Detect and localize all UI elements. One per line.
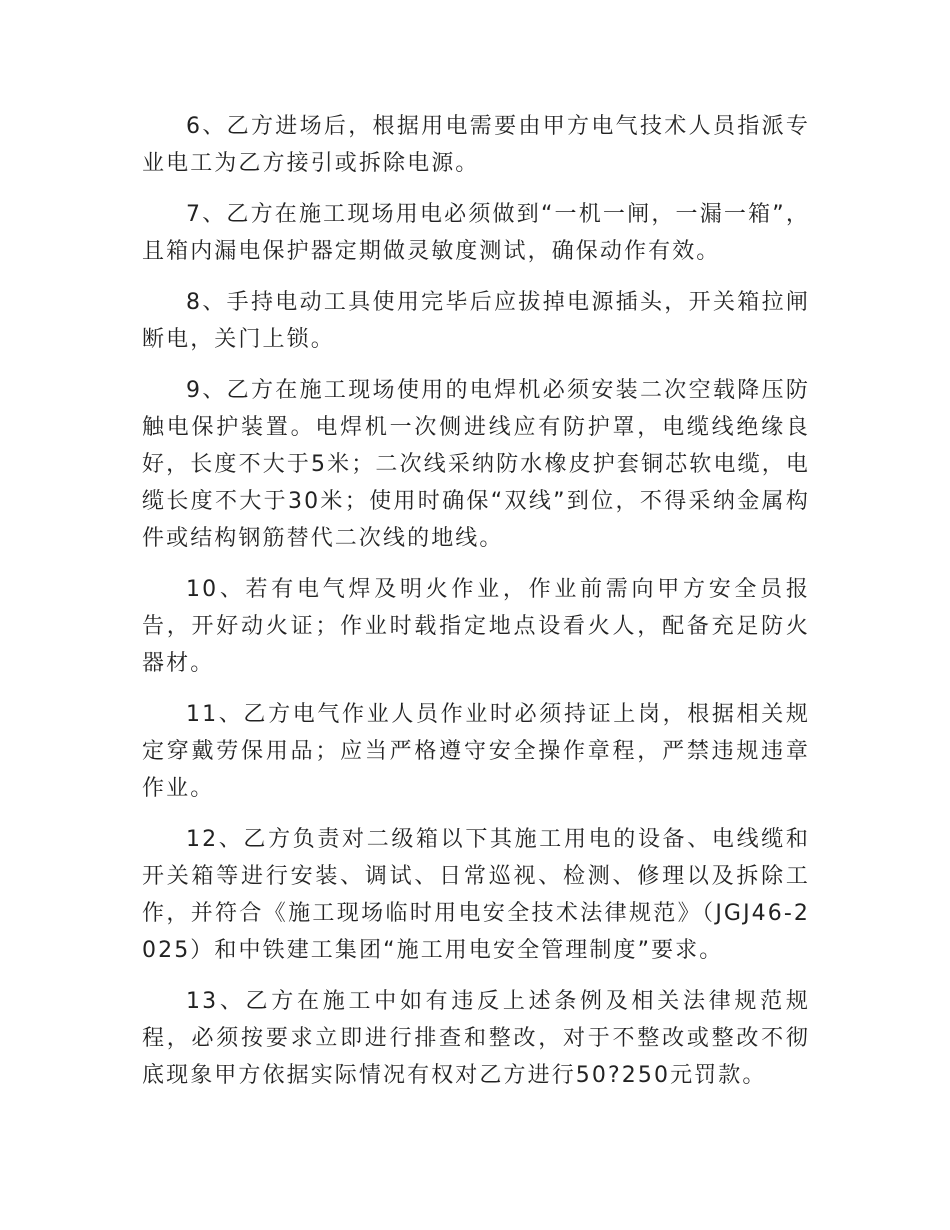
document-body — [142, 108, 810, 1108]
paragraph-item-12: 12、乙方负责对二级箱以下其施工用电的设备、电线缆和开关箱等进行安装、调试、日常巡视、检测、修理以及拆除工作，并符合《施工现场临时用电安全技术法律规范》（JGJ46-2025）和中铁建工集团“施工用电安全管理制度”要求。 — [142, 827, 810, 963]
paragraph-item-9: 9、乙方在施工现场使用的电焊机必须安装二次空载降压防触电保护装置。电焊机一次侧进线应有防护罩，电缆线绝缘良好，长度不大于5米；二次线采纳防水橡皮护套铜芯软电缆，电缆长度不大于30米；使用时确保“双线”到位，不得采纳金属构件或结构钢筋替代二次线的地线。 — [142, 378, 810, 551]
paragraph-item-6: 6、乙方进场后，根据用电需要由甲方电气技术人员指派专业电工为乙方接引或拆除电源。 — [142, 114, 810, 176]
paragraph-item-8: 8、手持电动工具使用完毕后应拔掉电源插头，开关箱拉闸断电，关门上锁。 — [142, 290, 810, 352]
paragraph-item-10: 10、若有电气焊及明火作业，作业前需向甲方安全员报告，开好动火证；作业时载指定地点设看火人，配备充足防火器材。 — [142, 577, 810, 676]
paragraph-item-7: 7、乙方在施工现场用电必须做到“一机一闸，一漏一箱”，且箱内漏电保护器定期做灵敏度测试，确保动作有效。 — [142, 202, 810, 264]
paragraph-item-11: 11、乙方电气作业人员作业时必须持证上岗，根据相关规定穿戴劳保用品；应当严格遵守安全操作章程，严禁违规违章作业。 — [142, 702, 810, 801]
paragraph-item-13: 13、乙方在施工中如有违反上述条例及相关法律规范规程，必须按要求立即进行排查和整改，对于不整改或整改不彻底现象甲方依据实际情况有权对乙方进行50?250元罚款。 — [142, 989, 810, 1088]
